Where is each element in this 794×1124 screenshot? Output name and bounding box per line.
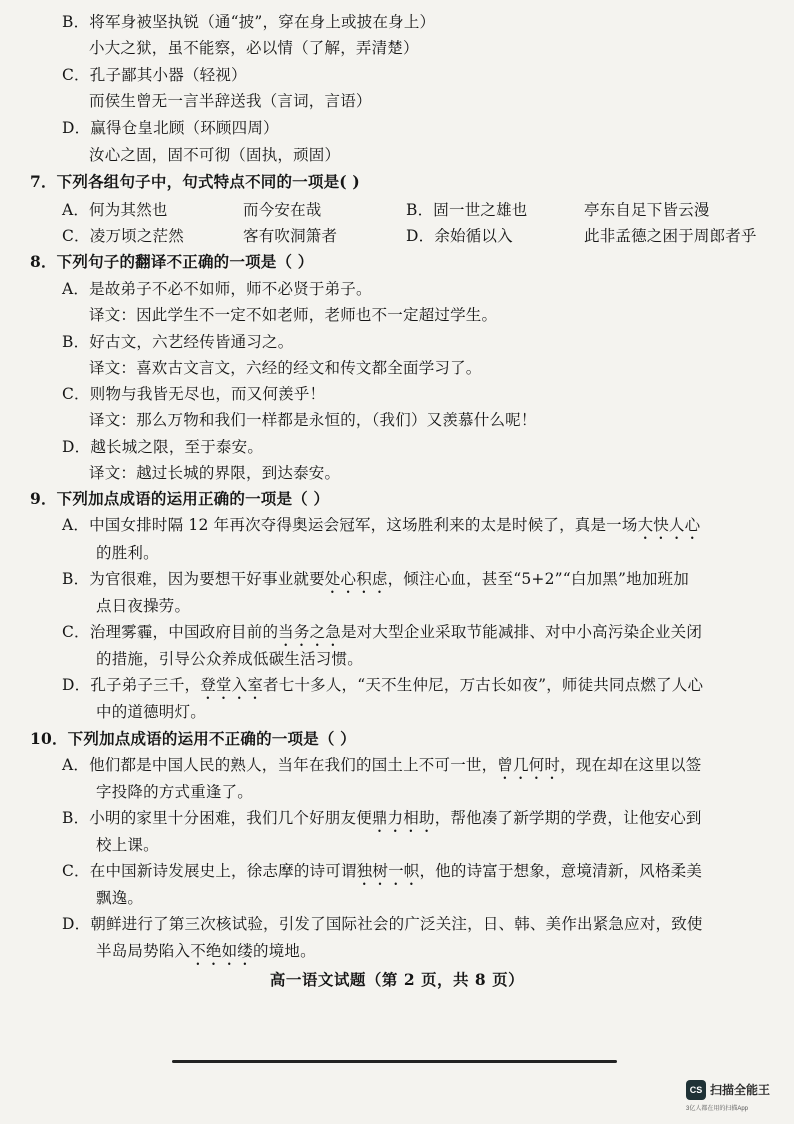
q7-option-d-pair: 此非孟德之困于周郎者乎 — [584, 227, 757, 245]
q10-option-d-text-after: 的境地。 — [253, 942, 316, 960]
q10-option-c-idiom: 独树一帜 — [356, 862, 420, 880]
q6-option-c: C．孔子鄙其小器（轻视） — [62, 66, 247, 84]
q8-option-b: B．好古文，六艺经传皆通习之。 — [62, 333, 294, 351]
q10-option-c-line2: 飘逸。 — [96, 889, 144, 907]
q8-stem: 8．下列句子的翻译不正确的一项是（ ） — [30, 252, 314, 271]
q10-stem: 10．下列加点成语的运用不正确的一项是（ ） — [30, 729, 356, 748]
q9-option-a-line2: 的胜利。 — [96, 544, 159, 562]
q6-option-d-line2: 汝心之固，固不可彻（固执，顽固） — [89, 146, 341, 164]
q8-option-d: D．越长城之限，至于泰安。 — [62, 438, 264, 456]
q9-stem: 9．下列加点成语的运用正确的一项是（ ） — [30, 489, 330, 508]
q10-option-c — [62, 861, 702, 889]
q9-option-d-text-after: 者七十多人，“天不生仲尼，万古长如夜”，师徒共同点燃了人心 — [263, 676, 704, 694]
q6-option-d: D．赢得仓皇北顾（环顾四周） — [62, 119, 279, 137]
watermark-subtitle: 3亿人都在用的扫描App — [686, 1106, 749, 1112]
watermark-title: 扫描全能王 — [710, 1083, 771, 1097]
q7-option-a-pair: 而今安在哉 — [243, 201, 322, 219]
scanner-watermark — [686, 1080, 786, 1114]
q10-option-c-text: C．在中国新诗发展史上，徐志摩的诗可谓 — [62, 862, 357, 880]
q8-option-c-translation: 译文：那么万物和我们一样都是永恒的，（我们）又羡慕什么呢！ — [89, 411, 537, 429]
q9-option-d — [62, 675, 703, 703]
q7-option-a: A．何为其然也 — [62, 201, 168, 219]
q7-option-d: D．余始循以入 — [406, 227, 513, 245]
q10-option-a-text: A．他们都是中国人民的熟人，当年在我们的国土上不可一世， — [62, 756, 498, 774]
q10-option-b-text-after: ，帮他凑了新学期的学费，让他安心到 — [434, 809, 702, 827]
q10-option-a-line2: 字投降的方式重逢了。 — [96, 783, 254, 801]
q7-stem: 7．下列各组句子中，句式特点不同的一项是( ) — [30, 172, 360, 191]
q10-option-b-line2: 校上课。 — [96, 836, 159, 854]
q10-option-a-idiom: 曾几何时 — [497, 756, 561, 774]
q9-option-a — [62, 515, 700, 543]
camscanner-logo-icon: CS — [686, 1080, 706, 1100]
q6-option-c-line2: 而侯生曾无一言半辞送我（言词，言语） — [89, 92, 372, 110]
q7-option-c: C．凌万顷之茫然 — [62, 227, 184, 245]
q9-option-b-idiom: 处心积虑 — [324, 570, 388, 588]
q9-option-a-idiom: 大快人心 — [637, 516, 701, 534]
q7-option-b: B．固一世之雄也 — [406, 201, 528, 219]
q9-option-c-text-after: 是对大型企业采取节能减排、对中小高污染企业关闭 — [340, 623, 703, 641]
q9-option-b-text-after: ，倾注心血，甚至“5+2”“白加黑”地加班加 — [387, 570, 689, 588]
q10-option-b-idiom: 鼎力相助 — [371, 809, 435, 827]
q7-option-c-pair: 客有吹洞箫者 — [243, 227, 338, 245]
q9-option-b-line2: 点日夜操劳。 — [96, 597, 191, 615]
q6-option-b-line2: 小大之狱，虽不能察，必以情（了解，弄清楚） — [89, 39, 419, 57]
q8-option-b-translation: 译文：喜欢古文言文，六经的经文和传文都全面学习了。 — [89, 359, 482, 377]
q9-option-b-text: B．为官很难，因为要想干好事业就要 — [62, 570, 325, 588]
q10-option-a — [62, 755, 701, 783]
q10-option-b — [62, 808, 702, 836]
q9-option-d-text: D．孔子弟子三千， — [62, 676, 201, 694]
bottom-rule — [172, 1060, 617, 1063]
q9-option-c-line2: 的措施，引导公众养成低碳生活习惯。 — [96, 650, 363, 668]
q10-option-b-text: B．小明的家里十分困难，我们几个好朋友便 — [62, 809, 372, 827]
q9-option-d-line2: 中的道德明灯。 — [96, 703, 206, 721]
q10-option-d-text: 半岛局势陷入 — [96, 942, 191, 960]
q8-option-c: C．则物与我皆无尽也，而又何羡乎！ — [62, 385, 326, 403]
q9-option-a-text: A．中国女排时隔 12 年再次夺得奥运会冠军，这场胜利来的太是时候了，真是一场 — [62, 516, 638, 534]
q8-option-a-translation: 译文：因此学生不一定不如老师，老师也不一定超过学生。 — [89, 306, 498, 324]
q7-option-b-pair: 亭东自足下皆云漫 — [584, 201, 710, 219]
q9-option-c-idiom: 当务之急 — [278, 623, 341, 641]
q8-option-a: A．是故弟子不必不如师，师不必贤于弟子。 — [62, 280, 372, 298]
q10-option-d-line2 — [96, 941, 316, 969]
q9-option-c-text: C．治理雾霾，中国政府目前的 — [62, 623, 279, 641]
q10-option-c-text-after: ，他的诗富于想象，意境清新，风格柔美 — [419, 862, 703, 880]
q10-option-d: D．朝鲜进行了第三次核试验，引发了国际社会的广泛关注，日、韩、美作出紧急应对，致使 — [62, 915, 703, 933]
q10-option-a-text-after: ，现在却在这里以签 — [560, 756, 702, 774]
q9-option-b — [62, 569, 689, 597]
q10-option-d-idiom: 不绝如缕 — [190, 942, 254, 960]
q9-option-c — [62, 622, 702, 650]
q8-option-d-translation: 译文：越过长城的界限，到达泰安。 — [89, 464, 341, 482]
q6-option-b: B．将军身被坚执锐（通“披”，穿在身上或披在身上） — [62, 13, 436, 31]
q9-option-d-idiom: 登堂入室 — [200, 676, 264, 694]
page-footer: 高一语文试题（第 2 页，共 8 页） — [269, 970, 525, 989]
